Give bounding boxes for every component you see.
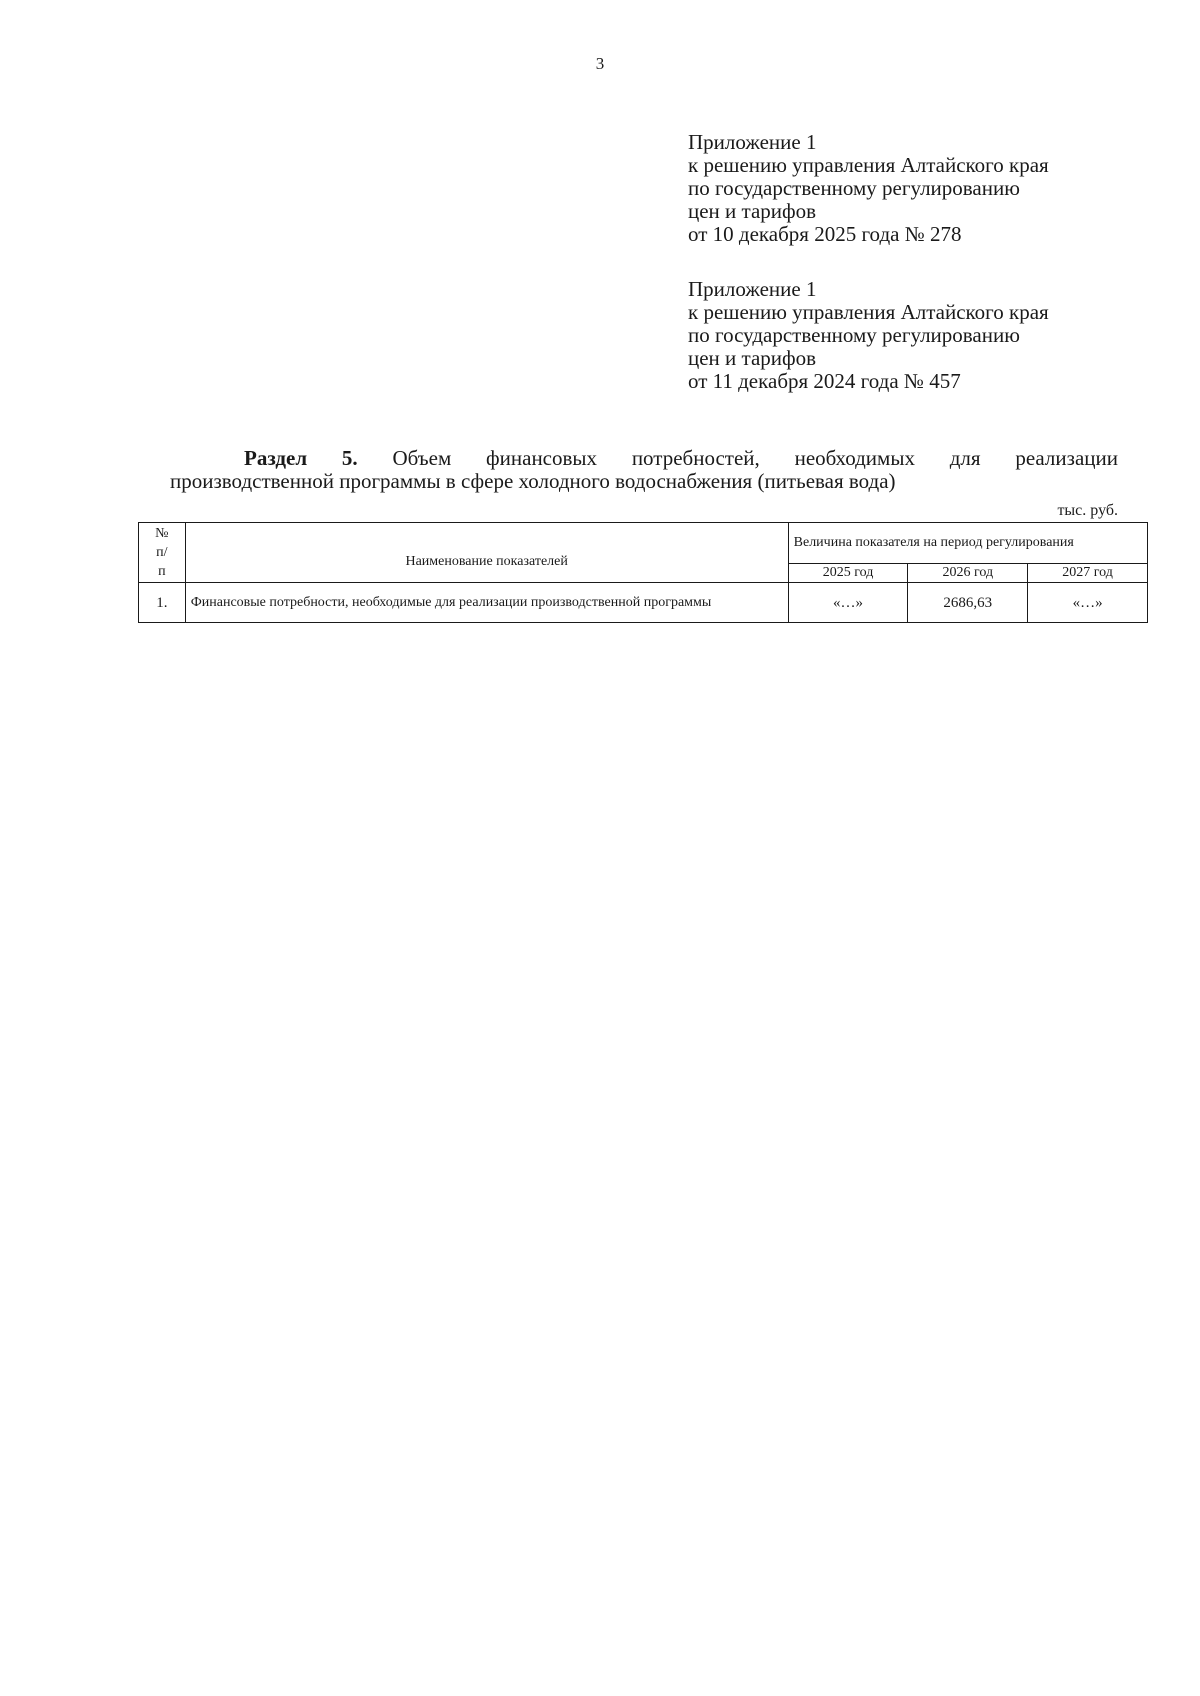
value-2025: «…»	[788, 583, 908, 623]
appendix-date: от 10 декабря 2025 года № 278	[688, 222, 962, 246]
column-header-name: Наименование показателей	[185, 523, 788, 583]
header-text: №	[155, 526, 169, 541]
units-label: тыс. руб.	[1057, 502, 1118, 519]
column-header-number	[139, 523, 186, 583]
value-2026: 2686,63	[908, 583, 1028, 623]
appendix-heading-current	[688, 131, 1148, 246]
section-title-part-2: производственной программы в сфере холодного водоснабжения (питьевая вода)	[170, 469, 896, 493]
table-header-row	[139, 523, 1148, 564]
appendix-line: к решению управления Алтайского края	[688, 300, 1049, 324]
section-heading-line-1	[170, 447, 1118, 470]
column-header-period: Величина показателя на период регулирования	[788, 523, 1147, 564]
table-row	[139, 583, 1148, 623]
column-header-year-2027: 2027 год	[1028, 564, 1148, 583]
appendix-line: по государственному регулированию	[688, 323, 1020, 347]
appendix-title: Приложение 1	[688, 130, 817, 154]
appendix-date: от 11 декабря 2024 года № 457	[688, 369, 961, 393]
row-name: Финансовые потребности, необходимые для реализации производственной программы	[185, 583, 788, 623]
appendix-line: по государственному регулированию	[688, 176, 1020, 200]
section-heading	[170, 447, 1118, 493]
section-label: Раздел 5.	[244, 446, 358, 470]
appendix-line: цен и тарифов	[688, 199, 817, 223]
header-text: п/	[156, 545, 168, 560]
financial-needs-table	[138, 522, 1148, 623]
column-header-year-2026: 2026 год	[908, 564, 1028, 583]
appendix-title: Приложение 1	[688, 277, 817, 301]
appendix-line: к решению управления Алтайского края	[688, 153, 1049, 177]
appendix-line: цен и тарифов	[688, 346, 817, 370]
page-number: 3	[595, 54, 605, 73]
section-title-part-1: Объем финансовых потребностей, необходимых для реализации	[392, 446, 1118, 470]
column-header-year-2025: 2025 год	[788, 564, 908, 583]
header-text: п	[158, 564, 166, 579]
row-number: 1.	[139, 583, 186, 623]
appendix-heading-previous	[688, 278, 1148, 393]
value-2027: «…»	[1028, 583, 1148, 623]
